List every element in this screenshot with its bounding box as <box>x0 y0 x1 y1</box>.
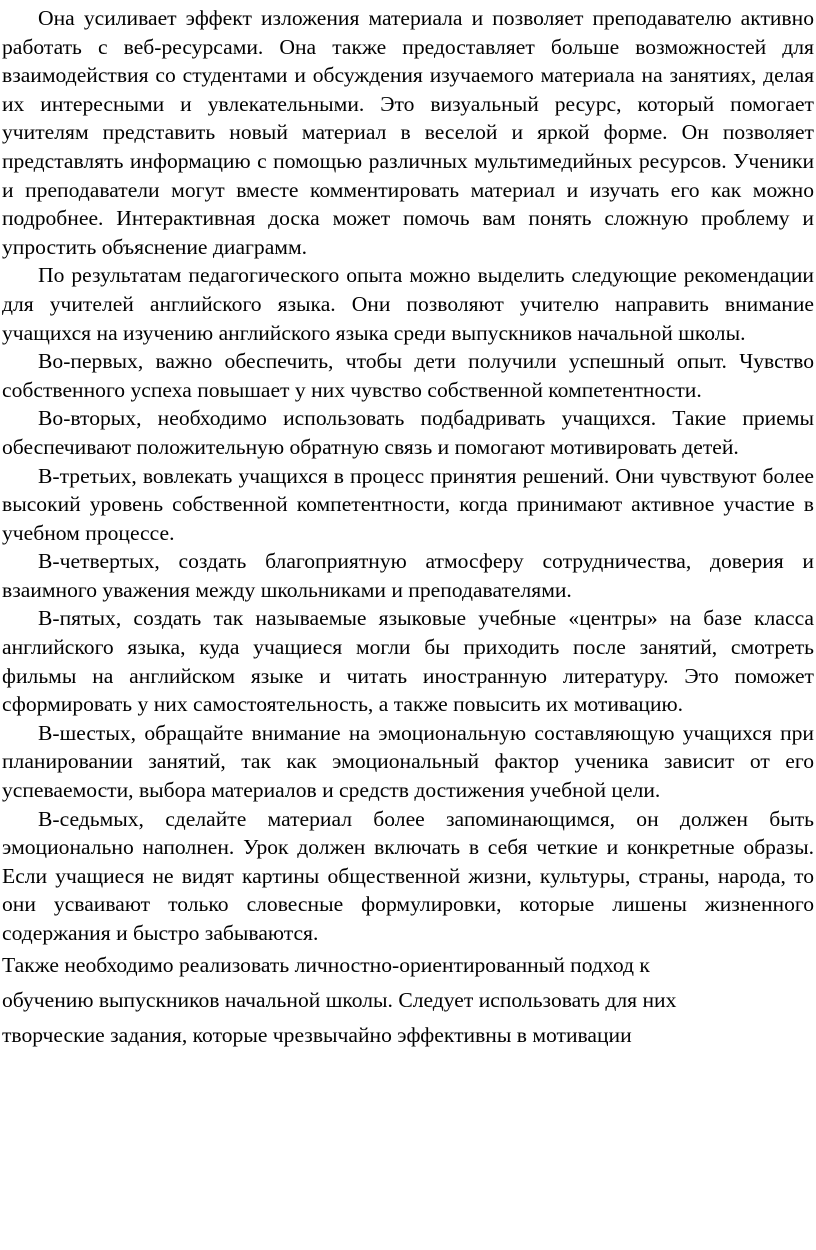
paragraph-sixth-recommendation: В-шестых, обращайте внимание на эмоциональную составляющую учащихся при планировании занятий, так как эмоциональный фактор ученика зависит от его успеваемости, выбора материалов и средств достижения учебной цели. <box>2 720 814 803</box>
closing-line: Также необходимо реализовать личностно-ориентированный подход к <box>2 952 650 977</box>
closing-line: обучению выпускников начальной школы. Следует использовать для них <box>2 987 677 1012</box>
paragraph-interactive-board: Она усиливает эффект изложения материала и позволяет преподавателю активно работать с веб-ресурсами. Она также предоставляет больше возможностей для взаимодействия со студентами и обсуждения изучаемого материала на занятиях, делая их интересными и увлекательными. Это визуальный ресурс, который помогает учителям представить новый материал в веселой и яркой форме. Он позволяет представлять информацию с помощью различных мультимедийных ресурсов. Ученики и преподаватели могут вместе комментировать материал и изучать его как можно подробнее. Интерактивная доска может помочь вам понять сложную проблему и упростить объяснение диаграмм. <box>2 6 814 259</box>
paragraph-fifth-recommendation: В-пятых, создать так называемые языковые учебные «центры» на базе класса английского языка, куда учащиеся могли бы приходить после занятий, смотреть фильмы на английском языке и читать иностранную литературу. Это поможет сформировать у них самостоятельность, а также повысить их мотивацию. <box>2 606 814 717</box>
paragraph-seventh-recommendation: В-седьмых, сделайте материал более запоминающимся, он должен быть эмоционально наполнен. Урок должен включать в себя четкие и конкретные образы. Если учащиеся не видят картины общественной жизни, культуры, страны, народа, то они усваивают только словесные формулировки, которые лишены жизненного содержания и быстро забываются. <box>2 806 814 945</box>
closing-paragraph <box>2 948 814 1053</box>
paragraph-fourth-recommendation: В-четвертых, создать благоприятную атмосферу сотрудничества, доверия и взаимного уважения между школьниками и преподавателями. <box>2 549 814 602</box>
paragraph-third-recommendation: В-третьих, вовлекать учащихся в процесс принятия решений. Они чувствуют более высокий уровень собственной компетентности, когда принимают активное участие в учебном процессе. <box>2 463 814 545</box>
paragraph-recommendations-intro: По результатам педагогического опыта можно выделить следующие рекомендации для учителей английского языка. Они позволяют учителю направить внимание учащихся на изучению английского языка среди выпускников начальной школы. <box>2 263 814 345</box>
paragraph-second-recommendation: Во-вторых, необходимо использовать подбадривать учащихся. Такие приемы обеспечивают положительную обратную связь и помогают мотивировать детей. <box>2 406 814 459</box>
closing-line: творческие задания, которые чрезвычайно эффективны в мотивации <box>2 1022 632 1047</box>
paragraph-first-recommendation: Во-первых, важно обеспечить, чтобы дети получили успешный опыт. Чувство собственного успеха повышает у них чувство собственной компетентности. <box>2 349 814 402</box>
